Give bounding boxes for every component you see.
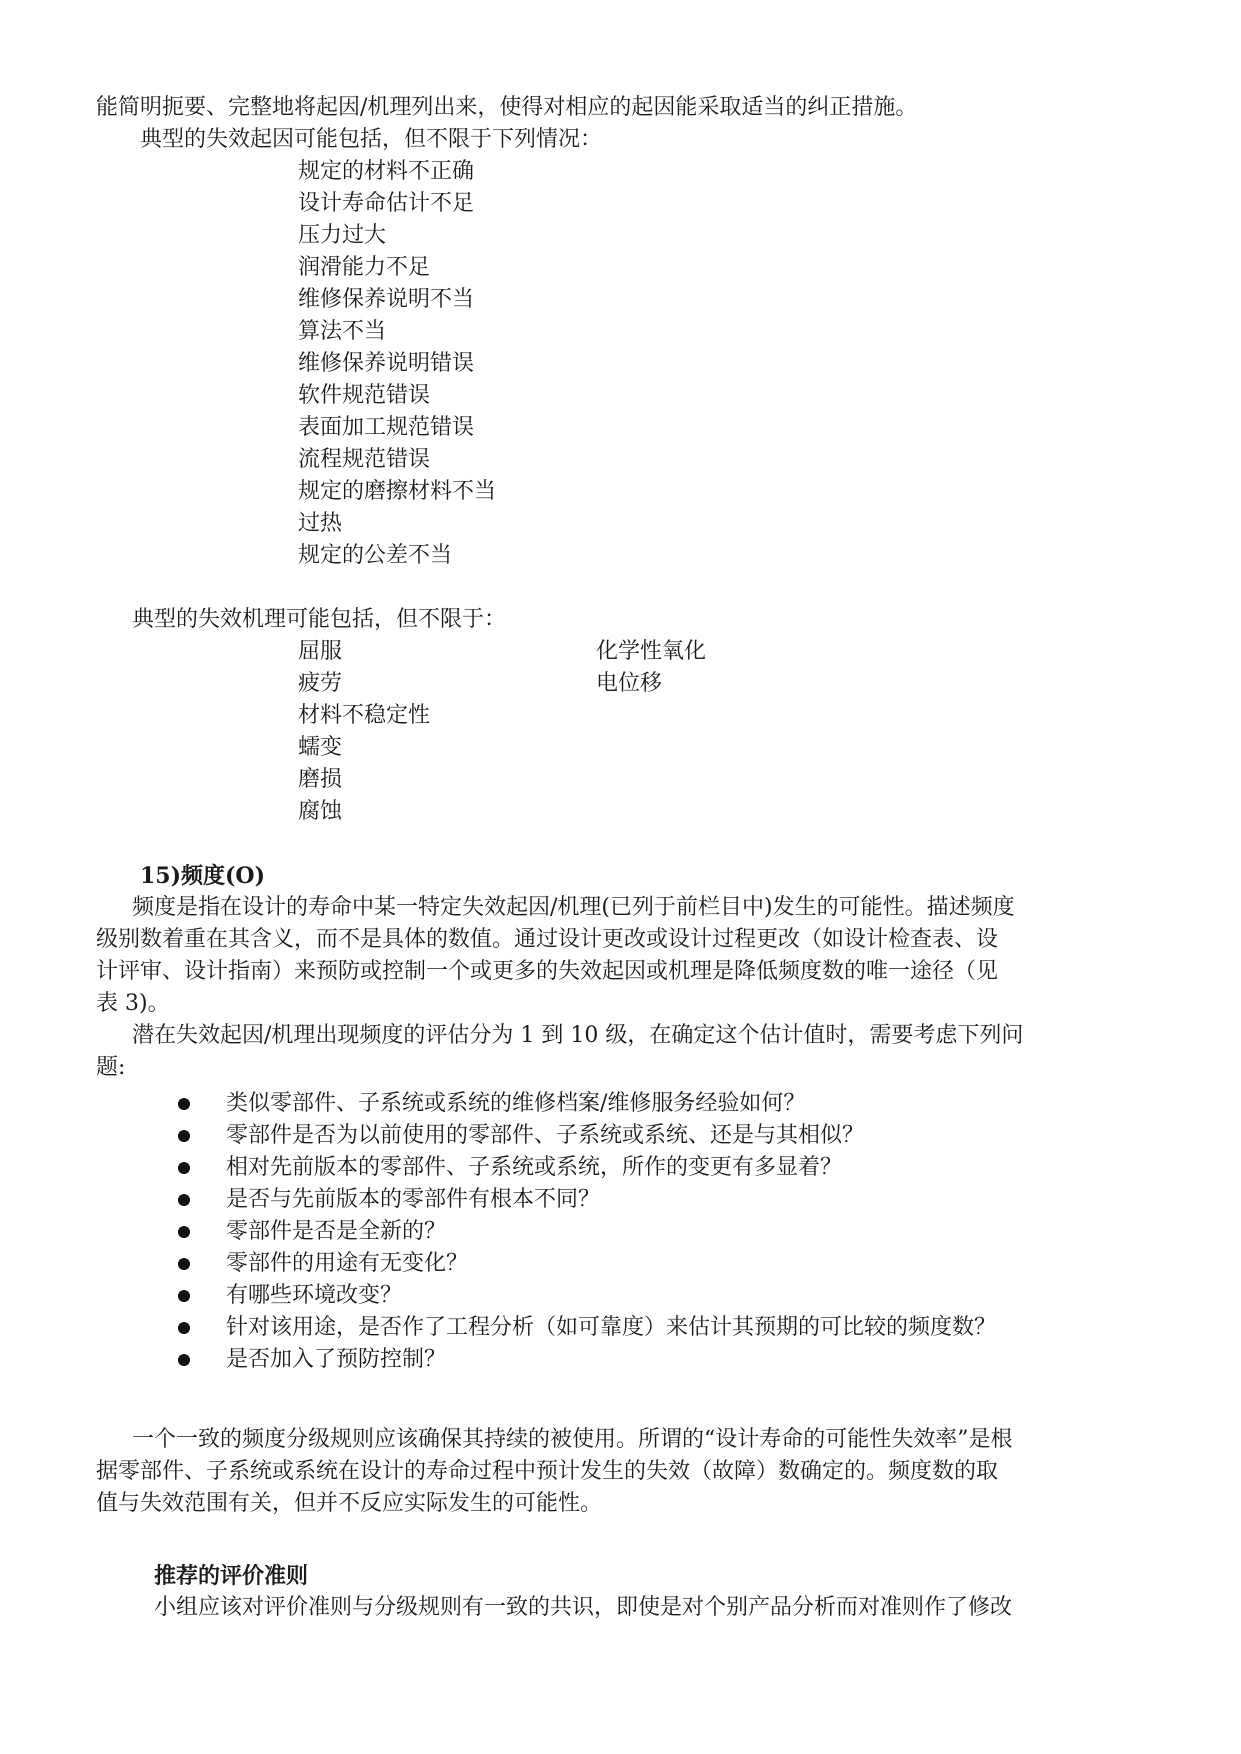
mechanism-item: 疲劳 <box>298 671 343 696</box>
paragraph-line: 题: <box>96 1055 126 1080</box>
bullet-icon <box>178 1162 190 1174</box>
cause-item: 规定的磨擦材料不当 <box>298 479 497 504</box>
bullet-icon <box>178 1290 190 1302</box>
mechanism-item: 磨损 <box>298 767 343 792</box>
cause-item: 软件规范错误 <box>298 383 431 408</box>
question-item: 相对先前版本的零部件、子系统或系统，所作的变更有多显着？ <box>226 1155 843 1180</box>
question-item: 有哪些环境改变？ <box>226 1283 403 1308</box>
bullet-icon <box>178 1354 190 1366</box>
cause-item: 压力过大 <box>298 223 387 248</box>
bullet-icon <box>178 1194 190 1206</box>
mechanism-item: 化学性氧化 <box>596 639 707 664</box>
bullet-icon <box>178 1098 190 1110</box>
paragraph-line: 一个一致的频度分级规则应该确保其持续的被使用。所谓的“设计寿命的可能性失效率”是根 <box>132 1427 1013 1452</box>
cause-item: 规定的公差不当 <box>298 543 453 568</box>
paragraph-line: 计评审、设计指南）来预防或控制一个或更多的失效起因或机理是降低频度数的唯一途径（见 <box>96 959 999 984</box>
paragraph-line: 潜在失效起因/机理出现频度的评估分为 1 到 10 级，在确定这个估计值时，需要考虑下列问 <box>132 1023 1024 1048</box>
paragraph-line: 据零部件、子系统或系统在设计的寿命过程中预计发生的失效（故障）数确定的。频度数的取 <box>96 1459 999 1484</box>
cause-item: 过热 <box>298 511 343 536</box>
cause-item: 维修保养说明错误 <box>298 351 475 376</box>
cause-item: 表面加工规范错误 <box>298 415 475 440</box>
cause-item: 设计寿命估计不足 <box>298 191 475 216</box>
mechanism-item: 电位移 <box>596 671 663 696</box>
bullet-icon <box>178 1258 190 1270</box>
cause-item: 规定的材料不正确 <box>298 159 475 184</box>
question-item: 是否与先前版本的零部件有根本不同？ <box>226 1187 601 1212</box>
causes-intro: 典型的失效起因可能包括，但不限于下列情况： <box>140 127 603 152</box>
bullet-icon <box>178 1322 190 1334</box>
cause-item: 润滑能力不足 <box>298 255 431 280</box>
paragraph-line: 频度是指在设计的寿命中某一特定失效起因/机理(已列于前栏目中)发生的可能性。描述频度 <box>132 895 1015 920</box>
criteria-heading: 推荐的评价准则 <box>154 1563 309 1589</box>
cause-item: 算法不当 <box>298 319 387 344</box>
mechanism-item: 蠕变 <box>298 735 343 760</box>
mechanism-item: 材料不稳定性 <box>298 703 431 728</box>
cause-item: 维修保养说明不当 <box>298 287 475 312</box>
mechanisms-intro: 典型的失效机理可能包括，但不限于： <box>132 607 507 632</box>
question-item: 针对该用途，是否作了工程分析（如可靠度）来估计其预期的可比较的频度数？ <box>226 1315 997 1340</box>
question-item: 零部件是否为以前使用的零部件、子系统或系统、还是与其相似？ <box>226 1123 865 1148</box>
paragraph-line: 小组应该对评价准则与分级规则有一致的共识，即使是对个别产品分析而对准则作了修改 <box>154 1595 1013 1620</box>
question-item: 零部件是否是全新的？ <box>226 1219 447 1244</box>
question-item: 类似零部件、子系统或系统的维修档案/维修服务经验如何？ <box>226 1091 806 1116</box>
cause-item: 流程规范错误 <box>298 447 431 472</box>
paragraph-line: 表 3)。 <box>96 991 170 1016</box>
paragraph-line: 值与失效范围有关，但并不反应实际发生的可能性。 <box>96 1491 603 1516</box>
mechanism-item: 屈服 <box>298 639 343 664</box>
bullet-icon <box>178 1130 190 1142</box>
bullet-icon <box>178 1226 190 1238</box>
question-item: 零部件的用途有无变化？ <box>226 1251 469 1276</box>
section-heading: 15)频度(O) <box>140 863 266 889</box>
mechanism-item: 腐蚀 <box>298 799 343 824</box>
paragraph-line: 级别数着重在其含义，而不是具体的数值。通过设计更改或设计过程更改（如设计检查表、设 <box>96 927 999 952</box>
question-item: 是否加入了预防控制？ <box>226 1347 447 1372</box>
intro-line: 能简明扼要、完整地将起因/机理列出来，使得对相应的起因能采取适当的纠正措施。 <box>96 95 918 120</box>
